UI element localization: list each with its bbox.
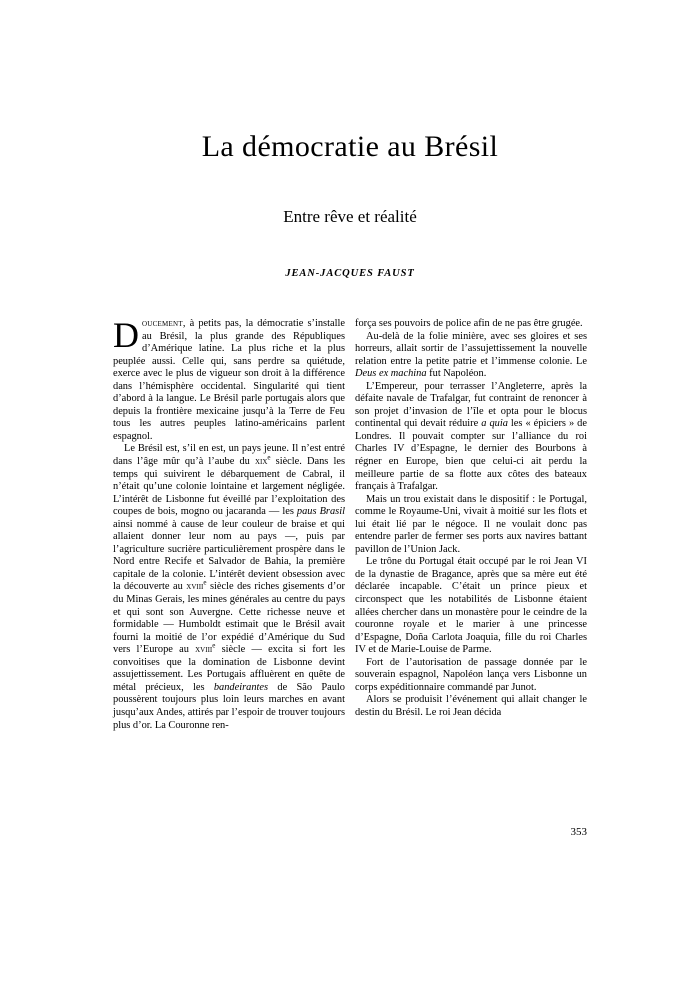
century-numeral: xix	[254, 456, 268, 468]
paragraph	[355, 331, 587, 381]
century-numeral: xviii	[195, 644, 213, 656]
paragraph-text: siècle. Dans les temps qui suivirent le débarquement de Cabral, il n’était qu’une colonie lointaine et largement négligée. L’intérêt de Lisbonne fut éveillé par l’exploitation des coupes de bois, mogno ou jacaranda — les	[113, 456, 345, 518]
paragraph-text: ainsi nommé à cause de leur couleur de braise et qui allaient donner leur nom au pays —, puis par l’agriculture sucrière particulièrement prospère dans le Nord entre Recife et Salvador de Bahia, la première capitale de la colonie. L’intérêt devient obsession avec la découverte au	[113, 518, 345, 593]
paragraph	[113, 315, 345, 443]
paragraph-text: siècle des riches gisements d’or du Minas Gerais, les mines générales au centre du pays et qui sont son Auvergne. Cette richesse neuve et formidable — Humboldt estimait que le Brésil avait fourni la moitié de l’or expédié d’Amérique du Sud vers l’Europe au	[113, 581, 345, 656]
paragraph	[355, 381, 587, 494]
author-byline: JEAN-JACQUES FAUST	[285, 267, 415, 279]
paragraph-text: Au-delà de la folie minière, avec ses gloires et ses horreurs, allait sortir de l’assujettissement la nouvelle relation entre la petite patrie et l’immense colonie. Le	[355, 330, 587, 367]
paragraph: Mais un trou existait dans le dispositif : le Portugal, comme le Royaume-Uni, vivait à moitié sur les flots et lui était lié par le négoce. Il ne voulait donc pas entendre parler de fermer ses ports aux navires battant pavillon de l’Union Jack.	[355, 493, 587, 555]
paragraph-text: fut Napoléon.	[426, 368, 487, 380]
paragraph-text: L’Empereur, pour terrasser l’Angleterre, après la défaite navale de Trafalgar, fut contraint de renoncer à son projet d’invasion de l’île et opta pour le blocus continental qui devait réduire	[355, 380, 587, 430]
article-body	[113, 315, 587, 823]
column-right	[355, 318, 587, 823]
title-block	[0, 130, 700, 279]
century-ordinal-suffix: e	[203, 579, 207, 588]
page-number: 353	[570, 826, 587, 838]
paragraph-text: siècle — excita si fort les convoitises que la domination de Lisbonne devint assujettissement. Les Portugais affluèrent en quête de métal précieux, les	[113, 644, 345, 693]
small-caps-opening: oucement	[142, 318, 183, 329]
page-subtitle: Entre rêve et réalité	[283, 206, 417, 226]
paragraph-text: Le Brésil est, s’il en est, un pays jeune. Il n’est entré dans l’âge mûr qu’à l’aube du	[113, 443, 345, 468]
paragraph	[113, 443, 345, 732]
page-title: La démocratie au Brésil	[201, 130, 499, 163]
paragraph: Alors se produisit l’événement qui allait changer le destin du Brésil. Le roi Jean décida	[355, 694, 587, 718]
italic-term: a quia	[481, 418, 508, 430]
century-ordinal-suffix: e	[212, 641, 216, 650]
century-ordinal-suffix: e	[267, 453, 271, 462]
paragraph: força ses pouvoirs de police afin de ne pas être grugée.	[355, 318, 583, 329]
drop-cap: D	[113, 315, 139, 355]
italic-term: Deus ex machina	[355, 368, 427, 380]
paragraph-text: les « épiciers » de Londres. Il pouvait compter sur l’alliance du roi Charles IV d’Espagne, le dernier des Bourbons à régner en Europe, bien que celui-ci ait perdu la meilleure partie de sa flotte aux côtes des bateaux français à Trafalgar.	[355, 418, 587, 493]
column-left	[113, 315, 346, 823]
paragraph-text: , à petits pas, la démocratie s’installe au Brésil, la plus grande des Républiques d’Amérique latine. La plus riche et la plus peuplée aussi. Celle qui, sans perdre sa quiétude, exerce avec le plus de vigueur son droit à la différence dans l’hémisphère occidental. Singularité qui tient d’abord à la langue. Le Brésil parle portugais alors que depuis la frontière mexicaine jusqu’à la Terre de Feu tous les autres peuples latino-américains parlent espagnol.	[113, 318, 345, 442]
paragraph-text: de São Paulo poussèrent toujours plus loin leurs marches en avant jusqu’aux Andes, attirés par l’espoir de trouver toujours plus d’or. La Couronne ren-	[113, 681, 346, 731]
italic-term: bandeirantes	[213, 681, 269, 693]
paragraph: Fort de l’autorisation de passage donnée par le souverain espagnol, Napoléon lança vers Lisbonne un corps expéditionnaire commandé par Junot.	[355, 656, 587, 693]
century-numeral: xviii	[186, 581, 204, 593]
paragraph: Le trône du Portugal était occupé par le roi Jean VI de la dynastie de Bragance, après que sa mère eut été déclarée incapable. C’était un prince pieux et circonspect que les notabilités de Lisbonne étaient allées chercher dans un monastère pour le ceindre de la couronne royale et le marier à une princesse d’Espagne, Doña Carlota Joaquia, fille du roi Charles IV et de Marie-Louise de Parme.	[355, 556, 587, 656]
italic-term: paus Brasil	[296, 506, 345, 518]
